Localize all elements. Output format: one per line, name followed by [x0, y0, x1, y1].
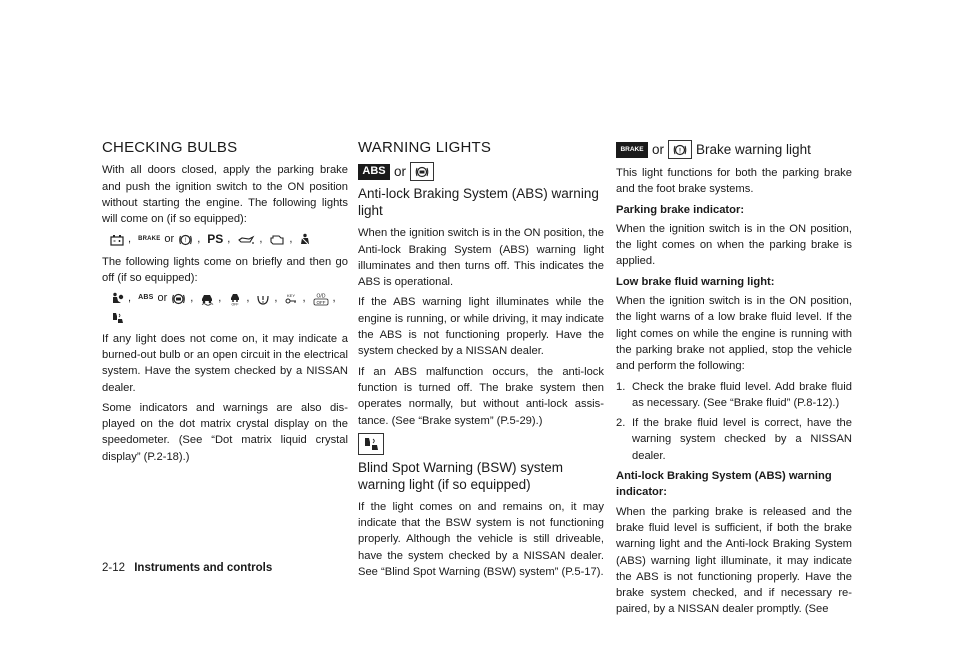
- paragraph: When the ignition switch is in the ON position, the light comes on when the parking brake is applied.: [616, 222, 852, 268]
- paragraph: With all doors closed, apply the parking brake and push the ignition switch to the ON position without starting the engine. The following lights will come on (if so equipped):: [102, 164, 348, 226]
- vdc-icon: [200, 292, 214, 306]
- brake-warning-heading: [616, 140, 852, 159]
- abs-warning-title: Anti-lock Braking System (ABS) warning light: [358, 186, 599, 219]
- brake-warning-icon: BRAKE: [616, 142, 648, 158]
- bsw-warning-icon: [358, 433, 384, 455]
- brake-warning-title: Brake warning light: [696, 142, 811, 157]
- svg-text:OFF: OFF: [231, 302, 239, 306]
- bsw-icon: [110, 311, 124, 325]
- abs-warning-icon: ABS: [358, 164, 390, 180]
- battery-icon: [110, 233, 124, 247]
- or-text: or: [164, 233, 175, 246]
- key-icon: [284, 292, 298, 306]
- icon-row-steady: , BRAKE or ! , PS , , ,: [110, 231, 348, 247]
- brake-text-icon: BRAKE: [138, 236, 161, 243]
- vdc-off-icon: [228, 292, 242, 306]
- section-heading: WARNING LIGHTS: [358, 139, 492, 156]
- airbag-icon: [110, 292, 124, 306]
- or-text: or: [394, 164, 407, 180]
- paragraph: Some indicators and warnings are also dis-played on the dot matrix crystal display on the speedometer. (See “Dot matrix liquid crystal display” (P.2-18).): [102, 401, 348, 463]
- paragraph: When the ignition switch is in the ON position, the light warns of a low brake fluid level. If the light comes on while the engine is running with the parking brake not applied, stop the vehicle and perform the following:: [616, 295, 852, 373]
- paragraph: When the ignition switch is in the ON position, the Anti-lock Braking System (ABS) warning light illuminates and then turns off. This indicates the ABS is operational.: [358, 227, 604, 289]
- brake-circle-icon: [178, 233, 193, 247]
- power-steering-icon: PS: [207, 232, 224, 247]
- page-number: 2-12: [102, 562, 126, 574]
- paragraph: This light functions for both the parking brake and the foot brake systems.: [616, 167, 852, 196]
- svg-text:OFF: OFF: [316, 299, 326, 305]
- paragraph: If the light comes on and remains on, it may indicate that the BSW system is not functioning properly. Although the vehicle is still driveable, have the system checked by a NISSAN dealer. See “Blind Spot Warning (BSW) system” (P.5-17).: [358, 500, 604, 579]
- list-text: If the brake fluid level is correct, have the warning system checked by a NISSAN dealer.: [632, 417, 852, 462]
- abs-circle-icon: [171, 292, 186, 306]
- paragraph: If the ABS warning light illuminates while the engine is running, or while driving, it may indicate the ABS is not functioning properly. Have the system checked by a NISSAN dealer.: [358, 296, 604, 358]
- column-warning-lights: [358, 140, 604, 584]
- svg-text:!: !: [679, 147, 682, 154]
- list-number: 2.: [616, 417, 626, 430]
- page-footer: [102, 562, 272, 574]
- subheading: Low brake fluid warning light:: [616, 275, 775, 288]
- subheading: Parking brake indicator:: [616, 203, 745, 216]
- bsw-warning-title: Blind Spot Warning (BSW) system warning light (if so equipped): [358, 459, 564, 492]
- column-checking-bulbs: [102, 140, 348, 469]
- paragraph: If an ABS malfunction occurs, the anti-lock function is turned off. The brake system then operates normally, but without anti-lock assis-tance. (See “Brake system” (P.5-29).): [358, 365, 604, 427]
- svg-text:!: !: [184, 237, 187, 244]
- list-text: Check the brake fluid level. Add brake fluid as necessary. (See “Brake fluid” (P.8-12).): [632, 380, 852, 409]
- brake-circle-warning-icon: [668, 140, 692, 159]
- bsw-warning-heading: [358, 433, 604, 493]
- or-text: or: [652, 142, 665, 157]
- abs-text-icon: ABS: [138, 294, 154, 302]
- abs-circle-warning-icon: [410, 162, 434, 181]
- seatbelt-icon: [299, 233, 311, 247]
- svg-text:O/D: O/D: [316, 293, 325, 300]
- section-heading: CHECKING BULBS: [102, 139, 238, 156]
- steps-list: [616, 379, 852, 464]
- oil-pressure-icon: [237, 233, 255, 247]
- or-text: or: [157, 292, 168, 305]
- column-brake-warning: [616, 140, 852, 622]
- od-off-icon: [313, 292, 329, 306]
- abs-warning-heading: [358, 162, 604, 219]
- list-item: [616, 379, 852, 412]
- paragraph: When the parking brake is released and the brake fluid level is sufficient, if both the brake warning light and the Anti-lock Braking System (ABS) warning light illuminate, it may indicate the ABS is not functioning properly. Have the brake system checked, and if necessary re-paired, by a NISSAN dealer promptly. (See: [616, 505, 852, 616]
- subheading: Anti-lock Braking System (ABS) warning indicator:: [616, 470, 832, 499]
- paragraph: The following lights come on briefly and then go off (if so equipped):: [102, 255, 348, 285]
- paragraph: If any light does not come on, it may indicate a burned-out bulb or an open circuit in the electrical system. Have the system checked by a NISSAN dealer.: [102, 332, 348, 394]
- engine-check-icon: [269, 233, 285, 247]
- list-number: 1.: [616, 380, 626, 393]
- tpms-icon: [256, 292, 270, 306]
- svg-text:KEY: KEY: [287, 292, 296, 298]
- section-title: Instruments and controls: [134, 562, 273, 574]
- list-item: [616, 415, 852, 464]
- icon-row-brief: , ABS or , , OFF , , KEY , O/D OFF ,: [110, 290, 348, 324]
